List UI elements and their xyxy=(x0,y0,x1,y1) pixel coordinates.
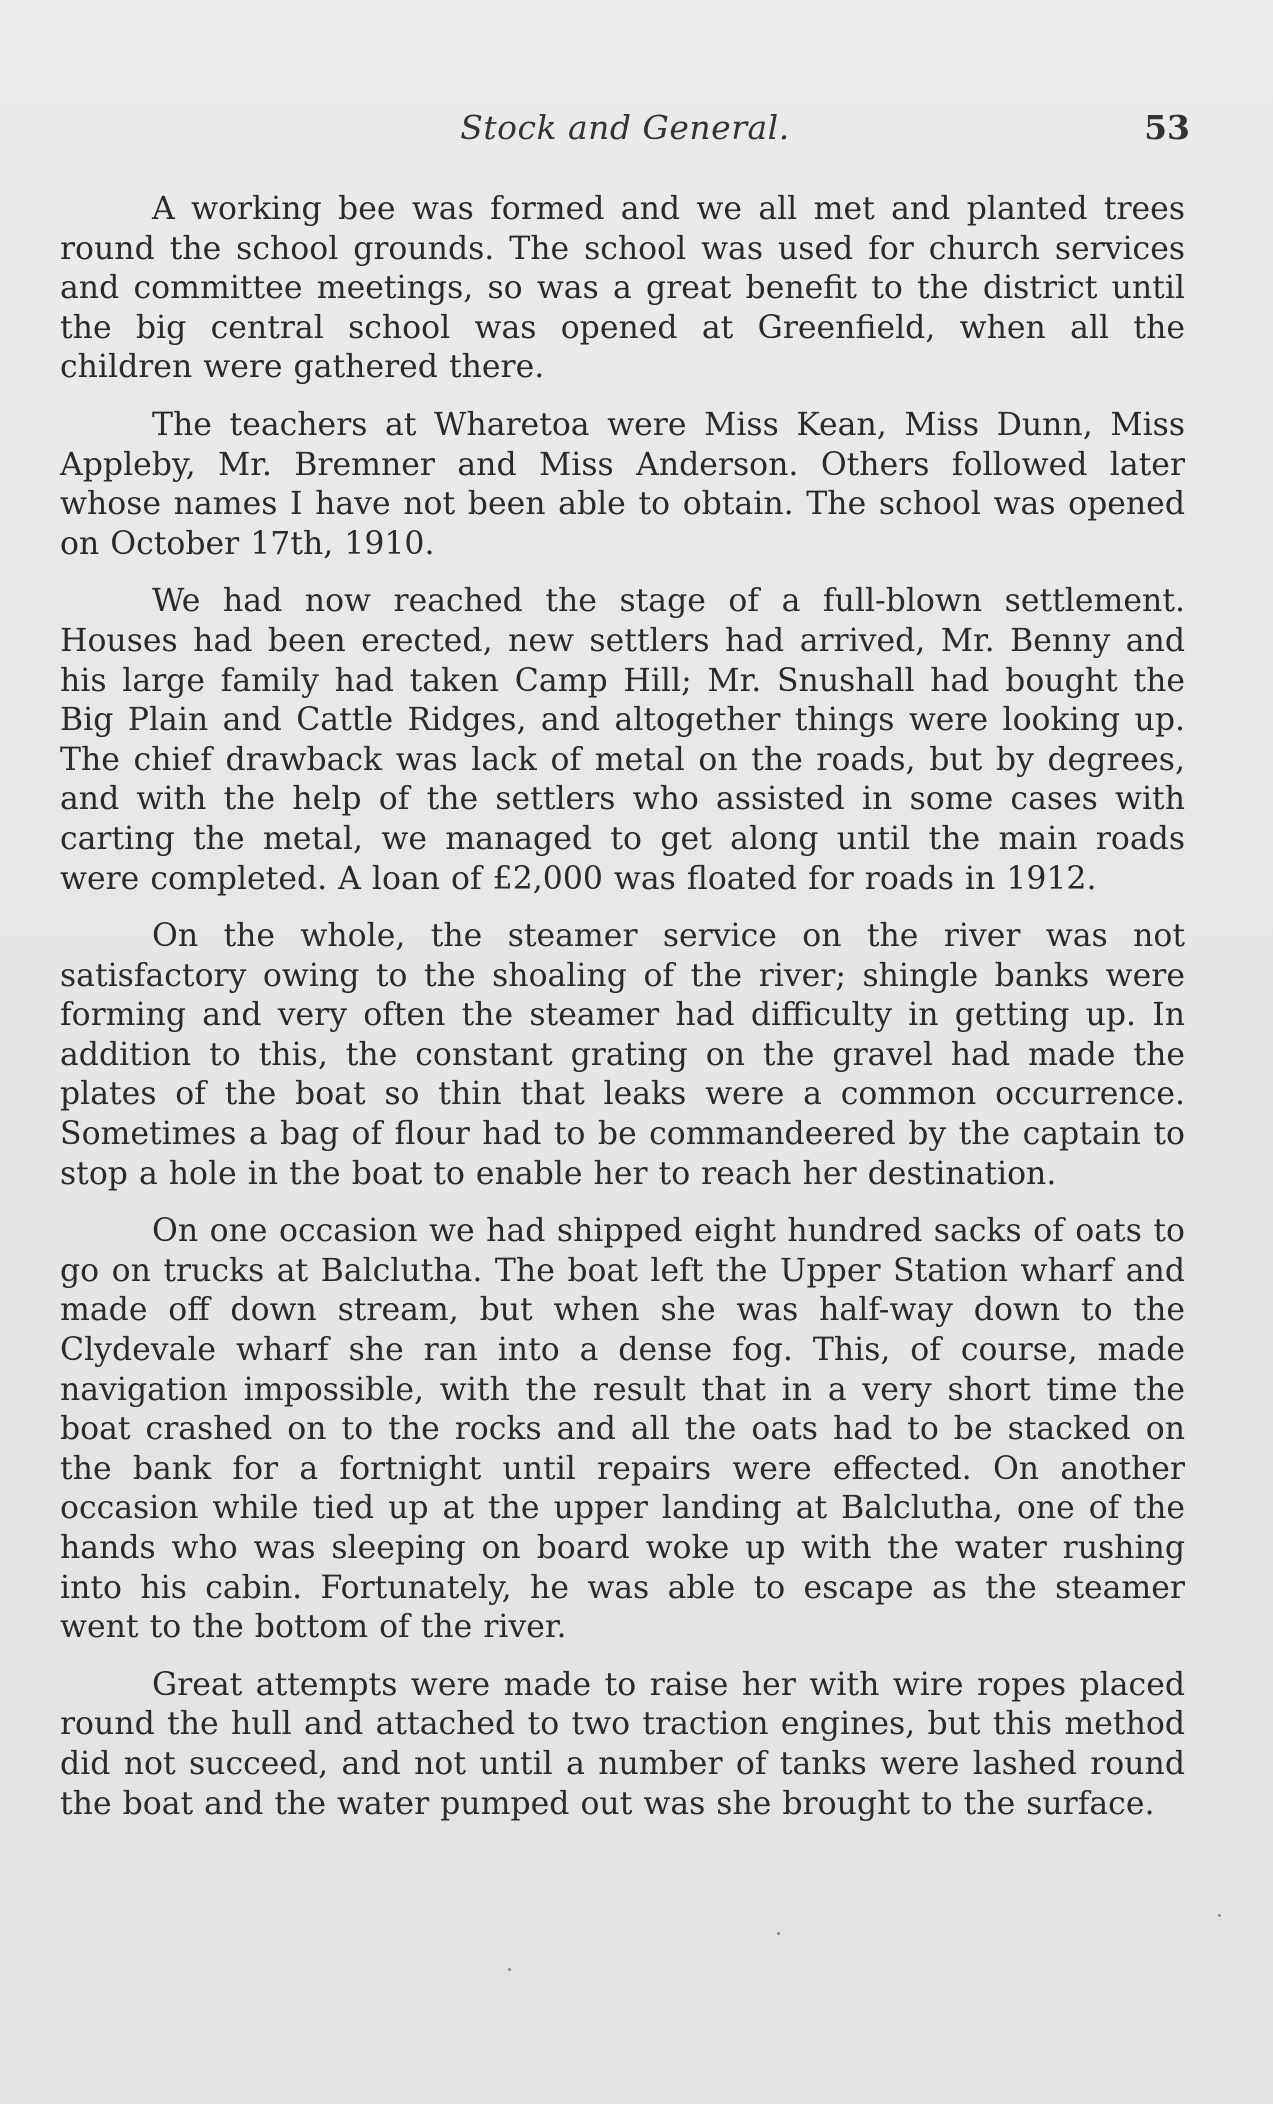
paragraph-teachers: The teachers at Wharetoa were Miss Kean, Miss Dunn, Miss Appleby, Mr. Bremner and Miss Anderson. Others followed later whose names I have not been able to obtain. The school was opened on October 17th, 1910. xyxy=(60,406,1185,562)
paragraph-settlement: We had now reached the stage of a full-blown settlement. Houses had been erected, new settlers had arrived, Mr. Benny and his large family had taken Camp Hill; Mr. Snushall had bought the Big Plain and Cattle Ridges, and altogether things were looking up. The chief drawback was lack of metal on the roads, but by degrees, and with the help of the settlers who assisted in some cases with carting the metal, we managed to get along until the main roads were completed. A loan of £2,000 was floated for roads in 1912. xyxy=(60,583,1185,897)
paper-speck xyxy=(1218,1914,1221,1917)
paragraph-school-grounds: A working bee was formed and we all met and planted trees round the school grounds. The school was used for church services and committee meetings, so was a great benefit to the district until the big central school was opened at Greenfield, when all the children were gathered there. xyxy=(60,191,1185,386)
paper-speck xyxy=(508,1968,511,1971)
running-title: Stock and General. xyxy=(460,108,790,147)
page-number: 53 xyxy=(1144,108,1190,147)
paragraph-raising-steamer: Great attempts were made to raise her with wire ropes placed round the hull and attached to two traction engines, but this method did not succeed, and not until a number of tanks were lashed round the boat and the water pumped out was she brought to the surface. xyxy=(60,1666,1185,1822)
paper-speck xyxy=(777,1932,780,1935)
body-text xyxy=(60,190,1185,1842)
paragraph-oats-shipment: On one occasion we had shipped eight hundred sacks of oats to go on trucks at Balclutha. The boat left the Upper Station wharf and made off down stream, but when she was half-way down to the Clydevale wharf she ran into a dense fog. This, of course, made navigation impossible, with the result that in a very short time the boat crashed on to the rocks and all the oats had to be stacked on the bank for a fortnight until repairs were effected. On another occasion while tied up at the upper landing at Balclutha, one of the hands who was sleeping on board woke up with the water rushing into his cabin. Fortunately, he was able to escape as the steamer went to the bottom of the river. xyxy=(60,1213,1185,1646)
paragraph-steamer-service: On the whole, the steamer service on the river was not satisfactory owing to the shoaling of the river; shingle banks were forming and very often the steamer had difficulty in getting up. In addition to this, the constant grating on the gravel had made the plates of the boat so thin that leaks were a common occurrence. Sometimes a bag of flour had to be commandeered by the captain to stop a hole in the boat to enable her to reach her destination. xyxy=(60,918,1185,1192)
running-head xyxy=(60,108,1190,152)
